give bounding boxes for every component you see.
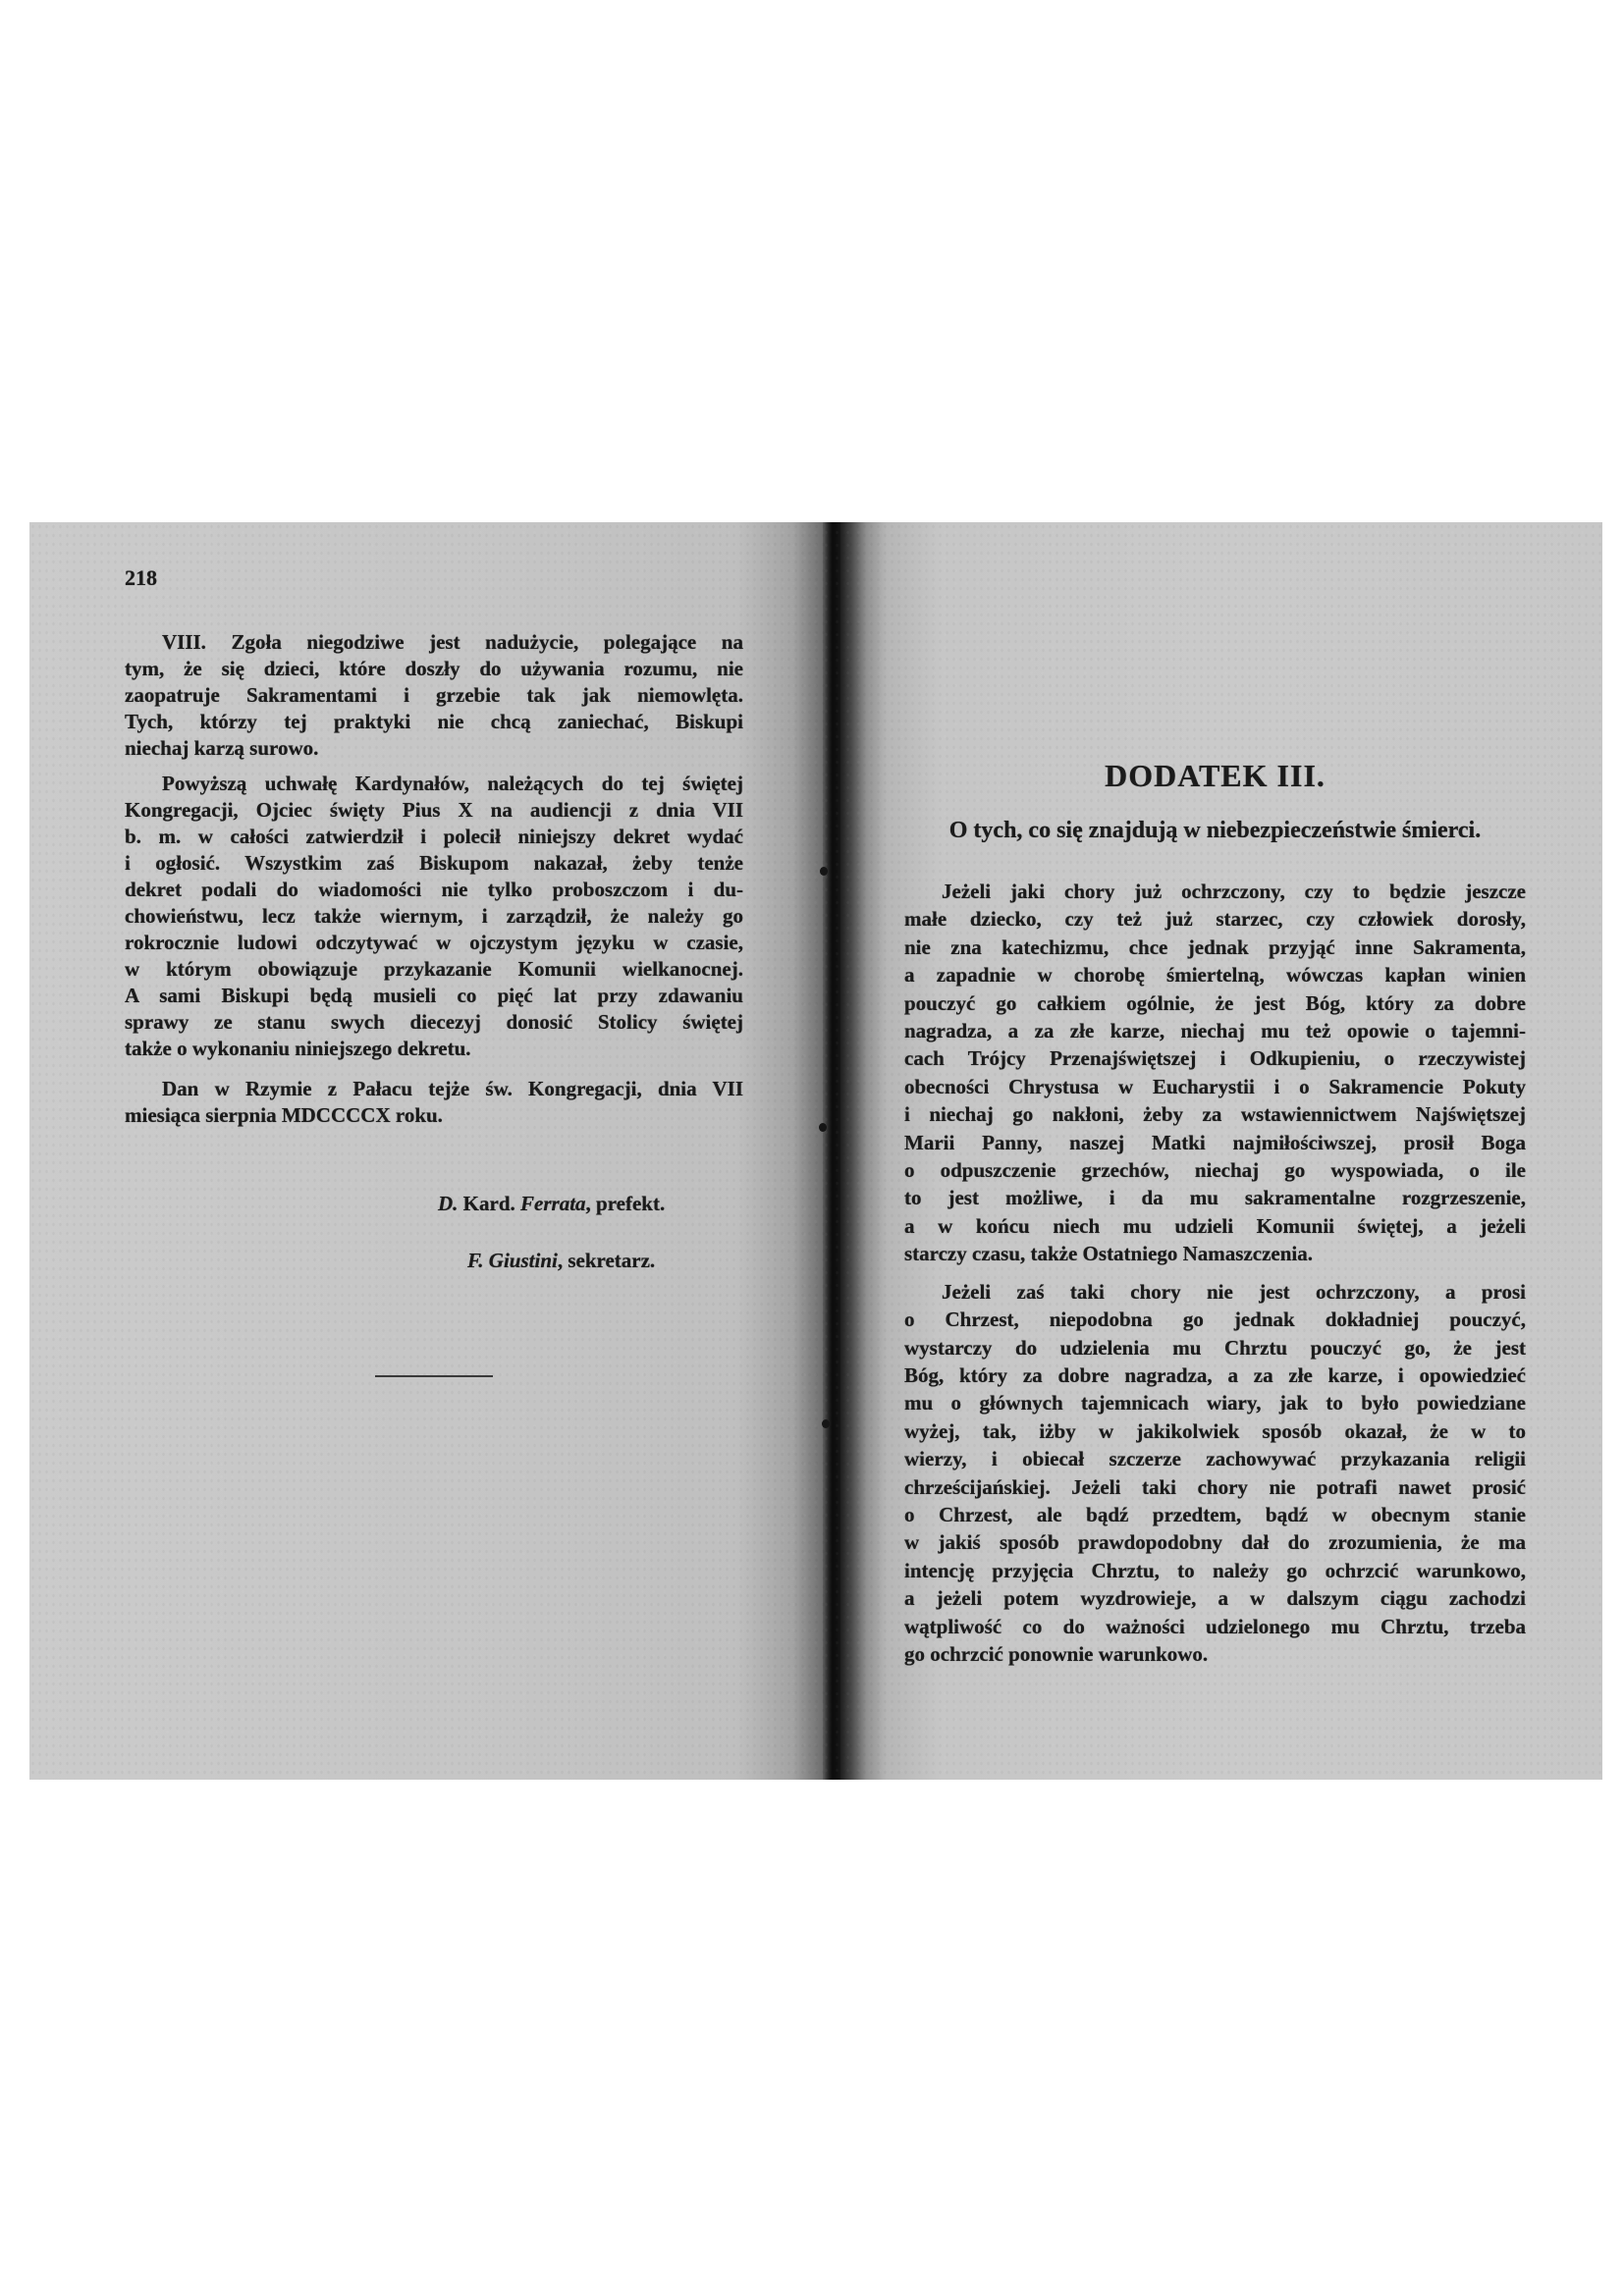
text-line: a zapadnie w chorobę śmiertelną, wówczas kapłan winien	[904, 963, 1526, 988]
text-line: to jest możliwe, i da mu sakramentalne rozgrzeszenie,	[904, 1186, 1526, 1210]
text-line: intencję przyjęcia Chrztu, to należy go ochrzcić warunkowo,	[904, 1558, 1526, 1582]
text-line: dekret podali do wiadomości nie tylko proboszczom i du-	[125, 878, 743, 901]
text-line: nie zna katechizmu, chce jednak przyjąć inne Sakramenta,	[904, 934, 1526, 959]
signature-title: Kard.	[458, 1192, 521, 1215]
text-line: b. m. w całości zatwierdził i polecił niniejszy dekret wydać	[125, 825, 743, 848]
signature-initial: D.	[438, 1192, 459, 1215]
paragraph	[904, 878, 1526, 1268]
text-line: Tych, którzy tej praktyki nie chcą zaniechać, Biskupi	[125, 710, 743, 733]
text-line: małe dziecko, czy też już starzec, czy człowiek dorosły,	[904, 907, 1526, 932]
text-line: A sami Biskupi będą musieli co pięć lat przy zdawaniu	[125, 984, 743, 1007]
text-line: o Chrzest, niepodobna go jednak dokładniej pouczyć,	[904, 1308, 1526, 1332]
text-line: go ochrzcić ponownie warunkowo.	[904, 1641, 1209, 1666]
text-line: zaopatruje Sakramentami i grzebie tak jak niemowlęta.	[125, 683, 743, 707]
text-line: cach Trójcy Przenajświętszej i Odkupieniu, o rzeczywistej	[904, 1046, 1526, 1071]
text-line: VIII. Zgoła niegodziwe jest nadużycie, polegające na	[162, 630, 743, 654]
signature-prefect	[438, 1191, 665, 1217]
text-line: miesiąca sierpnia MDCCCCX roku.	[125, 1103, 443, 1127]
text-line: Kongregacji, Ojciec święty Pius X na audiencji z dnia VII	[125, 798, 743, 822]
appendix-subheading: O tych, co się znajdują w niebezpieczeństwie śmierci.	[948, 818, 1482, 843]
signature-role: , prefekt.	[585, 1192, 666, 1215]
text-line: sprawy ze stanu swych diecezyj donosić Stolicy świętej	[125, 1010, 743, 1034]
text-line: o odpuszczenie grzechów, niechaj go wyspowiada, o ile	[904, 1158, 1526, 1183]
text-line: o Chrzest, ale bądź przedtem, bądź w obecnym stanie	[904, 1502, 1526, 1526]
text-line: a w końcu niech mu udzieli Komunii świętej, a jeżeli	[904, 1213, 1526, 1238]
text-line: Marii Panny, naszej Matki najmiłościwszej, prosił Boga	[904, 1130, 1526, 1154]
appendix-heading: DODATEK III.	[1105, 758, 1326, 793]
text-line: Jeżeli jaki chory już ochrzczony, czy to będzie jeszcze	[942, 880, 1526, 903]
text-line: i ogłosić. Wszystkim zaś Biskupom nakazał, żeby tenże	[125, 851, 743, 875]
text-line: chrześcijańskiej. Jeżeli taki chory nie potrafi nawet prosić	[904, 1474, 1526, 1499]
text-line: chowieństwu, lecz także wiernym, i zarządził, że należy go	[125, 904, 743, 928]
text-line: obecności Chrystusa w Eucharystii i o Sakramencie Pokuty	[904, 1074, 1526, 1098]
text-line: także o wykonaniu niniejszego dekretu.	[125, 1037, 471, 1060]
binding-hole	[820, 867, 828, 876]
text-line: nagradza, a za złe karze, niechaj mu też opowie o tajemni-	[904, 1019, 1526, 1043]
signature-surname: Ferrata	[520, 1192, 586, 1215]
text-line: pouczyć go całkiem ogólnie, że jest Bóg, który za dobre	[904, 990, 1526, 1015]
paragraph	[125, 771, 743, 1062]
text-line: Bóg, który za dobre nagradza, a za złe karze, i opowiedzieć	[904, 1362, 1526, 1387]
book-scan	[29, 522, 1602, 1780]
text-line: Dan w Rzymie z Pałacu tejże św. Kongregacji, dnia VII	[162, 1077, 743, 1100]
left-text-block	[125, 629, 743, 1129]
text-line: rokrocznie ludowi odczytywać w ojczystym języku w czasie,	[125, 931, 743, 954]
text-line: w jakiś sposób prawdopodobny dał do zrozumienia, że ma	[904, 1530, 1526, 1555]
binding-hole	[822, 1419, 830, 1428]
text-line: niechaj karzą surowo.	[125, 736, 319, 760]
text-line: Jeżeli zaś taki chory nie jest ochrzczony, a prosi	[942, 1279, 1526, 1304]
text-line: tym, że się dzieci, które doszły do używania rozumu, nie	[125, 657, 743, 680]
text-line: wyżej, tak, iżby w jakikolwiek sposób okazał, że w to	[904, 1418, 1526, 1443]
text-line: wątpliwość co do ważności udzielonego mu Chrztu, trzeba	[904, 1614, 1526, 1638]
binding-hole	[819, 1123, 827, 1132]
page-number: 218	[125, 565, 157, 590]
signature-name: F. Giustini	[467, 1249, 558, 1272]
closing-rule	[375, 1375, 493, 1377]
text-line: wystarczy do udzielenia mu Chrztu pouczyć go, że jest	[904, 1335, 1526, 1360]
right-text-block	[904, 878, 1526, 1668]
signature-role: , sekretarz.	[557, 1249, 656, 1272]
text-line: i niechaj go nakłoni, żeby za wstawiennictwem Najświętszej	[904, 1102, 1526, 1127]
signature-secretary	[467, 1248, 655, 1274]
text-line: mu o głównych tajemnicach wiary, jak to było powiedziane	[904, 1391, 1526, 1415]
text-line: Powyższą uchwałę Kardynałów, należących do tej świętej	[162, 772, 743, 795]
paragraph	[904, 1278, 1526, 1669]
text-line: w którym obowiązuje przykazanie Komunii wielkanocnej.	[125, 957, 743, 981]
text-line: starczy czasu, także Ostatniego Namaszczenia.	[904, 1242, 1314, 1266]
paragraph	[125, 1076, 743, 1129]
paragraph	[125, 629, 743, 762]
text-line: wierzy, i obiecał szczerze zachowywać przykazania religii	[904, 1447, 1526, 1471]
text-line: a jeżeli potem wyzdrowieje, a w dalszym ciągu zachodzi	[904, 1586, 1526, 1611]
